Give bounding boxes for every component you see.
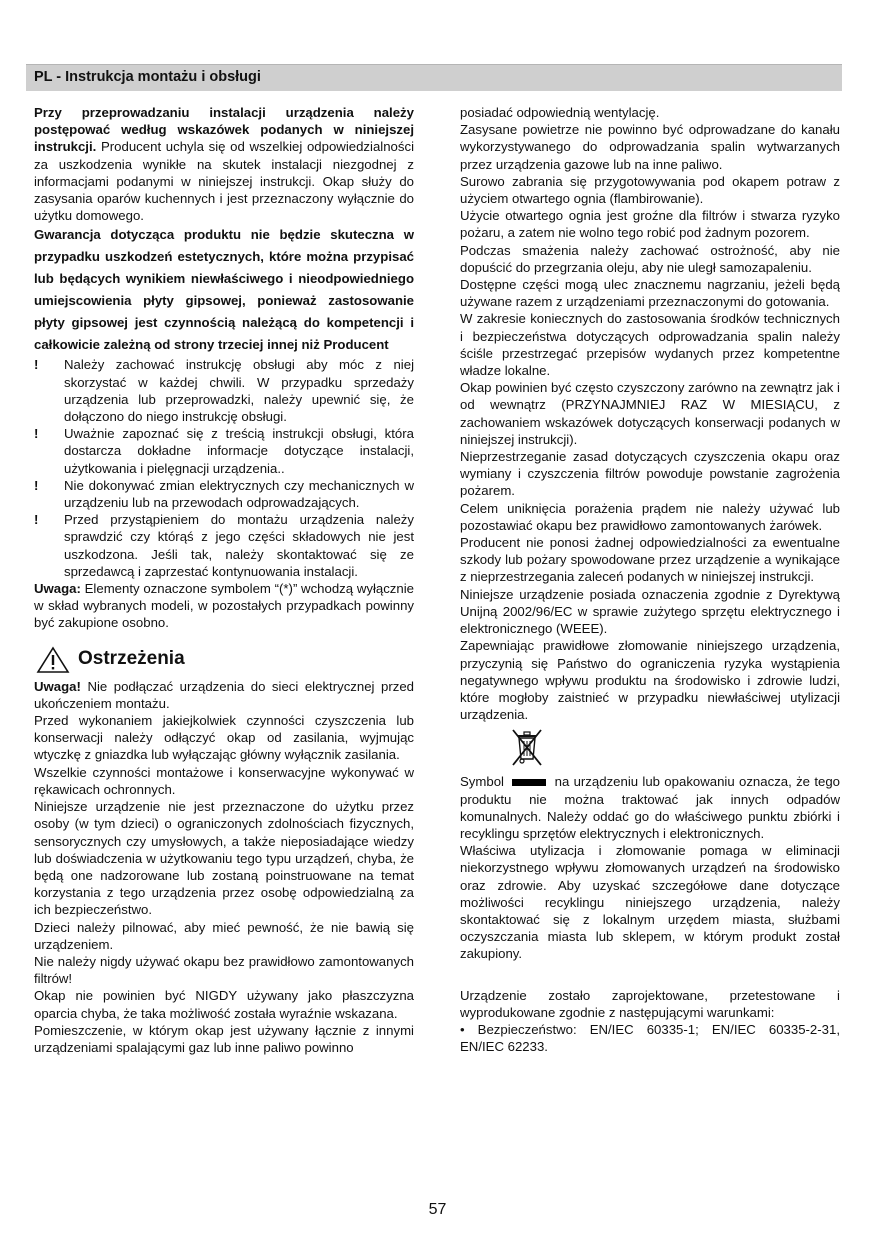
intro-bold-text: Przy przeprowadzaniu instalacji urządzenia należy postępować według wskazówek podanych w niniejszej instrukcji.	[34, 105, 414, 155]
warning-paragraph: Dzieci należy pilnować, aby mieć pewność, że nie bawią się urządzeniem.	[34, 919, 414, 952]
list-item-text: Należy zachować instrukcję obsługi aby móc z niej skorzystać w każdej chwili. W przypadku sprzedaży urządzenia lub przeprowadzki, należy upewnić się, że dołączono do niego instrukcję obsługi.	[64, 357, 414, 425]
warnings-title: Ostrzeżenia	[78, 647, 185, 669]
list-item-text: Uważnie zapoznać się z treścią instrukcji obsługi, która dostarcza dokładne informacje dotyczące instalacji, użytkowania i pielęgnacji urządzenia..	[64, 426, 414, 476]
warning-text: Nie podłączać urządzenia do sieci elektrycznej przed ukończeniem montażu.	[34, 678, 414, 711]
intro-text: Producent uchyla się od wszelkiej odpowiedzialności za uszkodzenia wynikłe na skutek instalacji niezgodnej z informacjami podanymi w niniejszej instrukcji. Okap służy do zasysania oparów kuchennych i jest przeznaczony wyłącznie do użytku domowego.	[34, 139, 414, 224]
exclamation-marker: !	[34, 477, 39, 493]
warning-label: Uwaga!	[34, 678, 81, 694]
exclamation-marker: !	[34, 512, 39, 528]
paragraph: Niniejsze urządzenie posiada oznaczenia zgodnie z Dyrektywą Unijną 2002/96/EC w sprawie zużytego sprzętu elektrycznego i elektronicznego (WEEE).	[460, 586, 840, 637]
note-paragraph	[34, 580, 414, 632]
paragraph: Zapewniając prawidłowe złomowanie niniejszego urządzenia, przyczynią się Państwo do ograniczenia ryzyka wystąpienia negatywnego wpływu produktu na środowisko i zdrowie ludzi, które mogłoby zaistnieć w przypadku niewłaściwej utylizacji urządzenia.	[460, 638, 840, 723]
paragraph: Producent nie ponosi żadnej odpowiedzialności za ewentualne szkody lub pożary spowodowane przez urządzenie a wynikające z nieprzestrzegania zaleceń podanych w niniejszej instrukcji.	[460, 535, 840, 585]
warning-paragraph	[34, 678, 414, 712]
standards-item: • Bezpieczeństwo: EN/IEC 60335-1; EN/IEC 60335-2-31, EN/IEC 62233.	[460, 1021, 840, 1055]
paragraph: Właściwa utylizacja i złomowanie pomaga w eliminacji niekorzystnego wpływu złomowanych urządzeń na środowisko oraz zdrowie. Aby uzyskać szczegółowe dane dotyczące możliwości recyklingu niniejszego urządzenia, należy skontaktować się z lokalnym urzędem miasta, służbami oczyszczania miasta lub sklepem, w którym produkt został zakupiony.	[460, 843, 840, 962]
left-column	[34, 104, 414, 1056]
section-header	[26, 64, 842, 91]
list-item	[34, 511, 414, 580]
list-item-text: Nie dokonywać zmian elektrycznych czy mechanicznych w urządzeniu lub na przewodach odprowadzających.	[64, 477, 414, 511]
note-label: Uwaga:	[34, 581, 81, 597]
weee-symbol	[460, 727, 840, 771]
paragraph: Zasysane powietrze nie powinno być odprowadzane do kanału wykorzystywanego do odprowadzania spalin wytwarzanych przez urządzenia gazowe lub na inne paliwo.	[460, 122, 840, 172]
note-text: Elementy oznaczone symbolem “(*)” wchodzą wyłącznie w skład wybranych modeli, w pozostałych przypadkach powinny być zakupione osobno.	[34, 581, 414, 631]
section-title: PL - Instrukcja montażu i obsługi	[34, 69, 261, 85]
paragraph: Użycie otwartego ognia jest groźne dla filtrów i stwarza ryzyko pożaru, a zatem nie wolno tego robić pod żadnym pozorem.	[460, 208, 840, 241]
warnings-heading	[34, 646, 414, 676]
exclamation-marker: !	[34, 357, 39, 373]
list-item	[34, 425, 414, 477]
paragraph: posiadać odpowiednią wentylację.	[460, 105, 660, 120]
paragraph: Celem uniknięcia porażenia prądem nie należy używać lub pozostawiać okapu bez prawidłowo zamontowanych żarówek.	[460, 500, 840, 533]
warning-paragraph: Niniejsze urządzenie nie jest przeznaczone do użytku przez osoby (w tym dzieci) o ograniczonych zdolnościach fizycznych, sensorycznych czy umysłowych, a także nieposiadające wiedzy lub doświadczenia w użytkowaniu tego typu urządzeń, chyba, że będą one nadzorowane lub zostaną poinstruowane na temat korzystania z tego urządzenia przez osobę odpowiedzialną za ich bezpieczeństwo.	[34, 799, 414, 918]
symbol-paragraph	[460, 773, 840, 842]
paragraph: Podczas smażenia należy zachować ostrożność, aby nie dopuścić do przegrzania oleju, aby nie uległ samozapaleniu.	[460, 242, 840, 275]
warning-paragraph: Wszelkie czynności montażowe i konserwacyjne wykonywać w rękawicach ochronnych.	[34, 764, 414, 797]
intro-paragraph	[34, 104, 414, 224]
crossed-bin-icon	[510, 727, 544, 769]
warning-paragraph: Pomieszczenie, w którym okap jest używany łącznie z innymi urządzeniami spalającymi gaz lub inne paliwo powinno	[34, 1022, 414, 1055]
warranty-paragraph: Gwarancja dotycząca produktu nie będzie skuteczna w przypadku uszkodzeń estetycznych, które można przypisać lub będących wynikiem niewłaściwego i nieodpowiedniego umiejscowienia płyty gipsowej, ponieważ zastosowanie płyty gipsowej jest czynnością należącą do kompetencji i całkowicie zależną od strony trzeciej innej niż Producent	[34, 227, 414, 353]
list-item-text: Przed przystąpieniem do montażu urządzenia należy sprawdzić czy którąś z jego części składowych nie jest uszkodzona. Jeśli tak, należy skontaktować się ze sprzedawcą i zaprzestać kontynuowania instalacji.	[64, 512, 414, 579]
right-column	[460, 104, 840, 1055]
list-item	[34, 356, 414, 425]
page-number: 57	[428, 1201, 447, 1218]
paragraph: Okap powinien być często czyszczony zarówno na zewnątrz jak i od wewnątrz (PRZYNAJMNIEJ RAZ W MIESIĄCU, z zachowaniem wskazówek dotyczących konserwacji podanych w niniejszej instrukcji).	[460, 380, 840, 447]
symbol-word: Symbol	[460, 774, 504, 790]
list-item	[34, 477, 414, 511]
paragraph: Urządzenie zostało zaprojektowane, przetestowane i wyprodukowane zgodnie z następującymi warunkami:	[460, 987, 840, 1020]
paragraph: Nieprzestrzeganie zasad dotyczących czyszczenia okapu oraz wymiany i czyszczenia filtrów powoduje powstanie zagrożenia pożarem.	[460, 449, 840, 499]
exclamation-marker: !	[34, 426, 39, 442]
black-bar-symbol-icon	[512, 779, 546, 786]
warning-paragraph: Nie należy nigdy używać okapu bez prawidłowo zamontowanych filtrów!	[34, 953, 414, 987]
warning-triangle-icon	[36, 646, 70, 674]
warning-paragraph: Okap nie powinien być NIGDY używany jako płaszczyzna oparcia chyba, że taka możliwość została wyraźnie wskazana.	[34, 988, 414, 1021]
paragraph: Surowo zabrania się przygotowywania pod okapem potraw z użyciem otwartego ognia (flambirowanie).	[460, 173, 840, 207]
instruction-list	[34, 356, 414, 580]
paragraph: Dostępne części mogą ulec znacznemu nagrzaniu, jeżeli będą używane razem z urządzeniami przeznaczonymi do gotowania.	[460, 277, 840, 310]
paragraph: W zakresie koniecznych do zastosowania środków technicznych i bezpieczeństwa dotyczących odprowadzania spalin należy ściśle przestrzegać przepisów wydanych przez kompetentne władze lokalne.	[460, 311, 840, 379]
warning-paragraph: Przed wykonaniem jakiejkolwiek czynności czyszczenia lub konserwacji należy odłączyć okap od zasilania, wyjmując wtyczkę z gniazdka lub wyłączając główny wyłącznik zasilania.	[34, 713, 414, 763]
symbol-text: na urządzeniu lub opakowaniu oznacza, że tego produktu nie można traktować jak innych odpadów komunalnych. Należy oddać go do właściwego punktu zbiórki i recyklingu sprzętów elektrycznych i elektronicznych.	[460, 774, 840, 841]
